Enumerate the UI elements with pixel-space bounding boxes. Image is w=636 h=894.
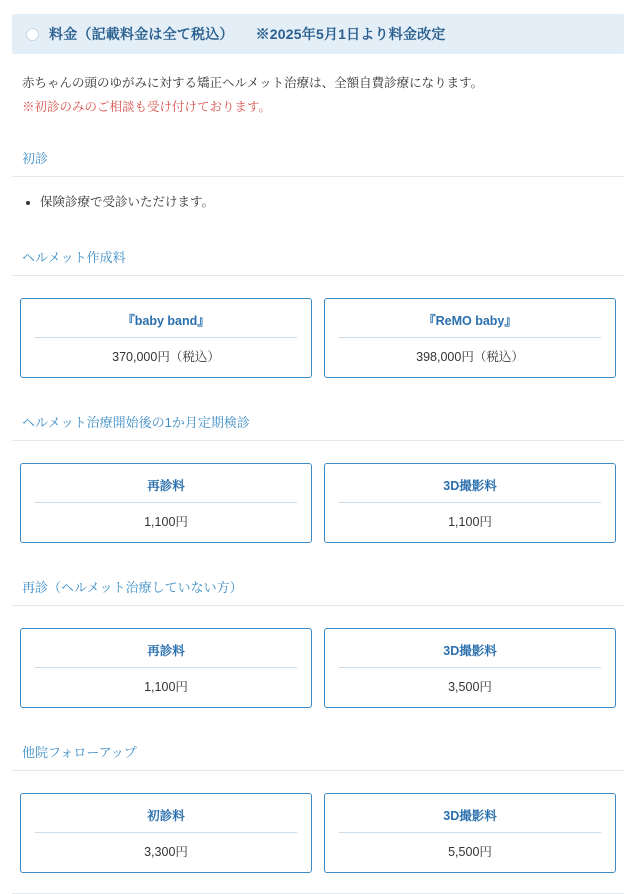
pricing-revision-note: ※2025年5月1日より料金改定 xyxy=(255,26,446,42)
subheading-other-clinic-followup: 他院フォローアップ xyxy=(12,734,624,771)
subheading-first-visit: 初診 xyxy=(12,140,624,177)
price-card-title: 『baby band』 xyxy=(35,311,297,338)
price-card-title: 再診料 xyxy=(35,476,297,503)
pricing-page xyxy=(0,14,636,894)
price-card xyxy=(20,793,312,873)
subheading-monthly-checkup: ヘルメット治療開始後の1か月定期検診 xyxy=(12,404,624,441)
subheading-helmet-fabrication: ヘルメット作成料 xyxy=(12,239,624,276)
price-card xyxy=(20,463,312,543)
price-card xyxy=(20,298,312,378)
price-card xyxy=(20,628,312,708)
price-card-title: 再診料 xyxy=(35,641,297,668)
price-card-title: 『ReMO baby』 xyxy=(339,311,601,338)
price-card-title: 3D撮影料 xyxy=(339,476,601,503)
price-card-value: 398,000円（税込） xyxy=(416,350,524,364)
monthly-checkup-cards xyxy=(20,463,616,543)
price-card-title: 3D撮影料 xyxy=(339,806,601,833)
circle-bullet-icon xyxy=(26,28,39,41)
pricing-section-title-text: 料金（記載料金は全て税込） xyxy=(49,26,234,42)
price-card xyxy=(324,298,616,378)
intro-line-2-warning: ※初診のみのご相談も受け付けております。 xyxy=(22,99,272,114)
subheading-revisit: 再診（ヘルメット治療していない方） xyxy=(12,569,624,606)
bottom-spacer xyxy=(0,873,636,893)
list-item: • 保険診療で受診いただけます。 xyxy=(40,191,614,214)
price-card-value: 5,500円 xyxy=(448,845,492,859)
first-visit-list xyxy=(22,191,614,214)
price-card-value: 1,100円 xyxy=(448,515,492,529)
price-card-value: 3,500円 xyxy=(448,680,492,694)
price-card xyxy=(324,628,616,708)
intro-line-1: 赤ちゃんの頭のゆがみに対する矯正ヘルメット治療は、全額自費診療になります。 xyxy=(22,76,484,90)
price-card-value: 3,300円 xyxy=(144,845,188,859)
helmet-fabrication-cards xyxy=(20,298,616,378)
intro-text xyxy=(22,72,614,120)
price-card xyxy=(324,463,616,543)
pricing-section-title xyxy=(49,24,446,44)
price-card-title: 3D撮影料 xyxy=(339,641,601,668)
revisit-cards xyxy=(20,628,616,708)
price-card-value: 370,000円（税込） xyxy=(112,350,220,364)
pricing-section-header xyxy=(12,14,624,54)
price-card-value: 1,100円 xyxy=(144,680,188,694)
price-card-value: 1,100円 xyxy=(144,515,188,529)
other-clinic-followup-cards xyxy=(20,793,616,873)
price-card-title: 初診料 xyxy=(35,806,297,833)
price-card xyxy=(324,793,616,873)
